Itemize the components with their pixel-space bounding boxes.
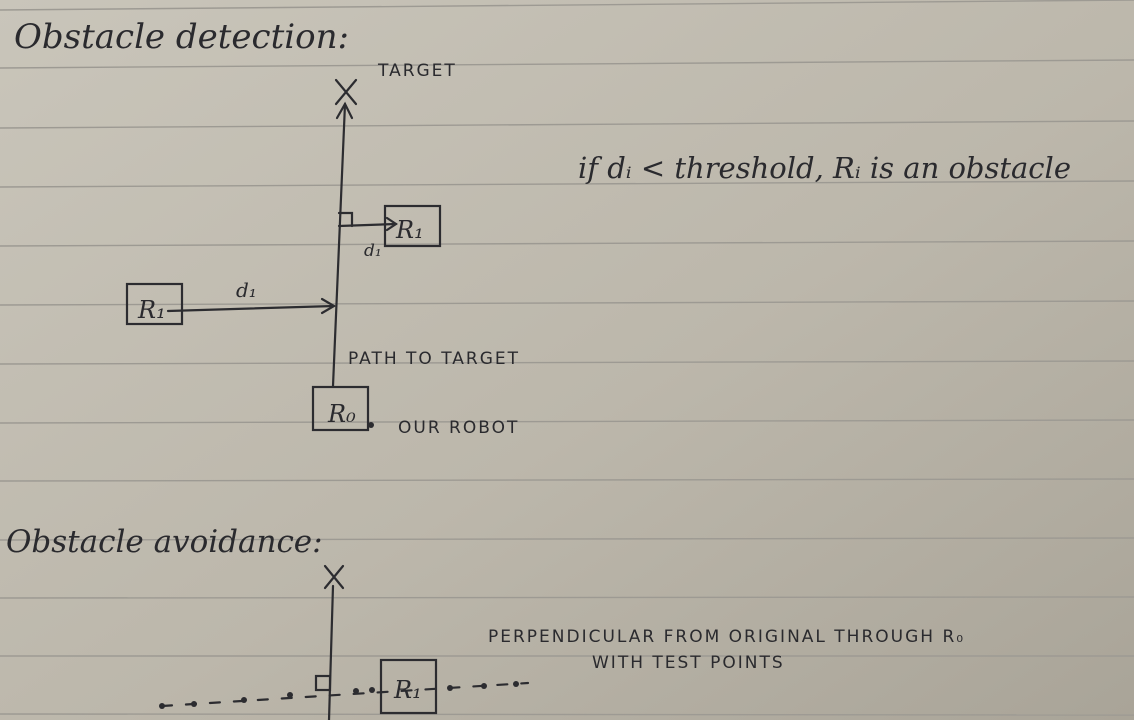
detection-heading: Obstacle detection: (14, 17, 349, 57)
robot-marker-icon (368, 422, 374, 428)
robot-label: R₀ (328, 400, 356, 428)
target-label: TARGET (378, 61, 457, 81)
avoidance-heading: Obstacle avoidance: (6, 524, 323, 560)
avoidance-note-line2: WITH TEST POINTS (592, 653, 785, 673)
distance-near-label: d₁ (364, 241, 382, 261)
robot-caption: OUR ROBOT (398, 418, 520, 438)
obstacle-far-label: R₁ (138, 296, 166, 324)
obstacle-near-label: R₁ (396, 216, 424, 244)
avoidance-obstacle-label: R₁ (394, 676, 422, 704)
avoidance-note-line1: PERPENDICULAR FROM ORIGINAL THROUGH R₀ (488, 627, 966, 647)
threshold-condition-note: if dᵢ < threshold, Rᵢ is an obstacle (578, 151, 1071, 185)
distance-far-label: d₁ (236, 278, 257, 302)
path-to-target-label: PATH TO TARGET (348, 349, 521, 369)
